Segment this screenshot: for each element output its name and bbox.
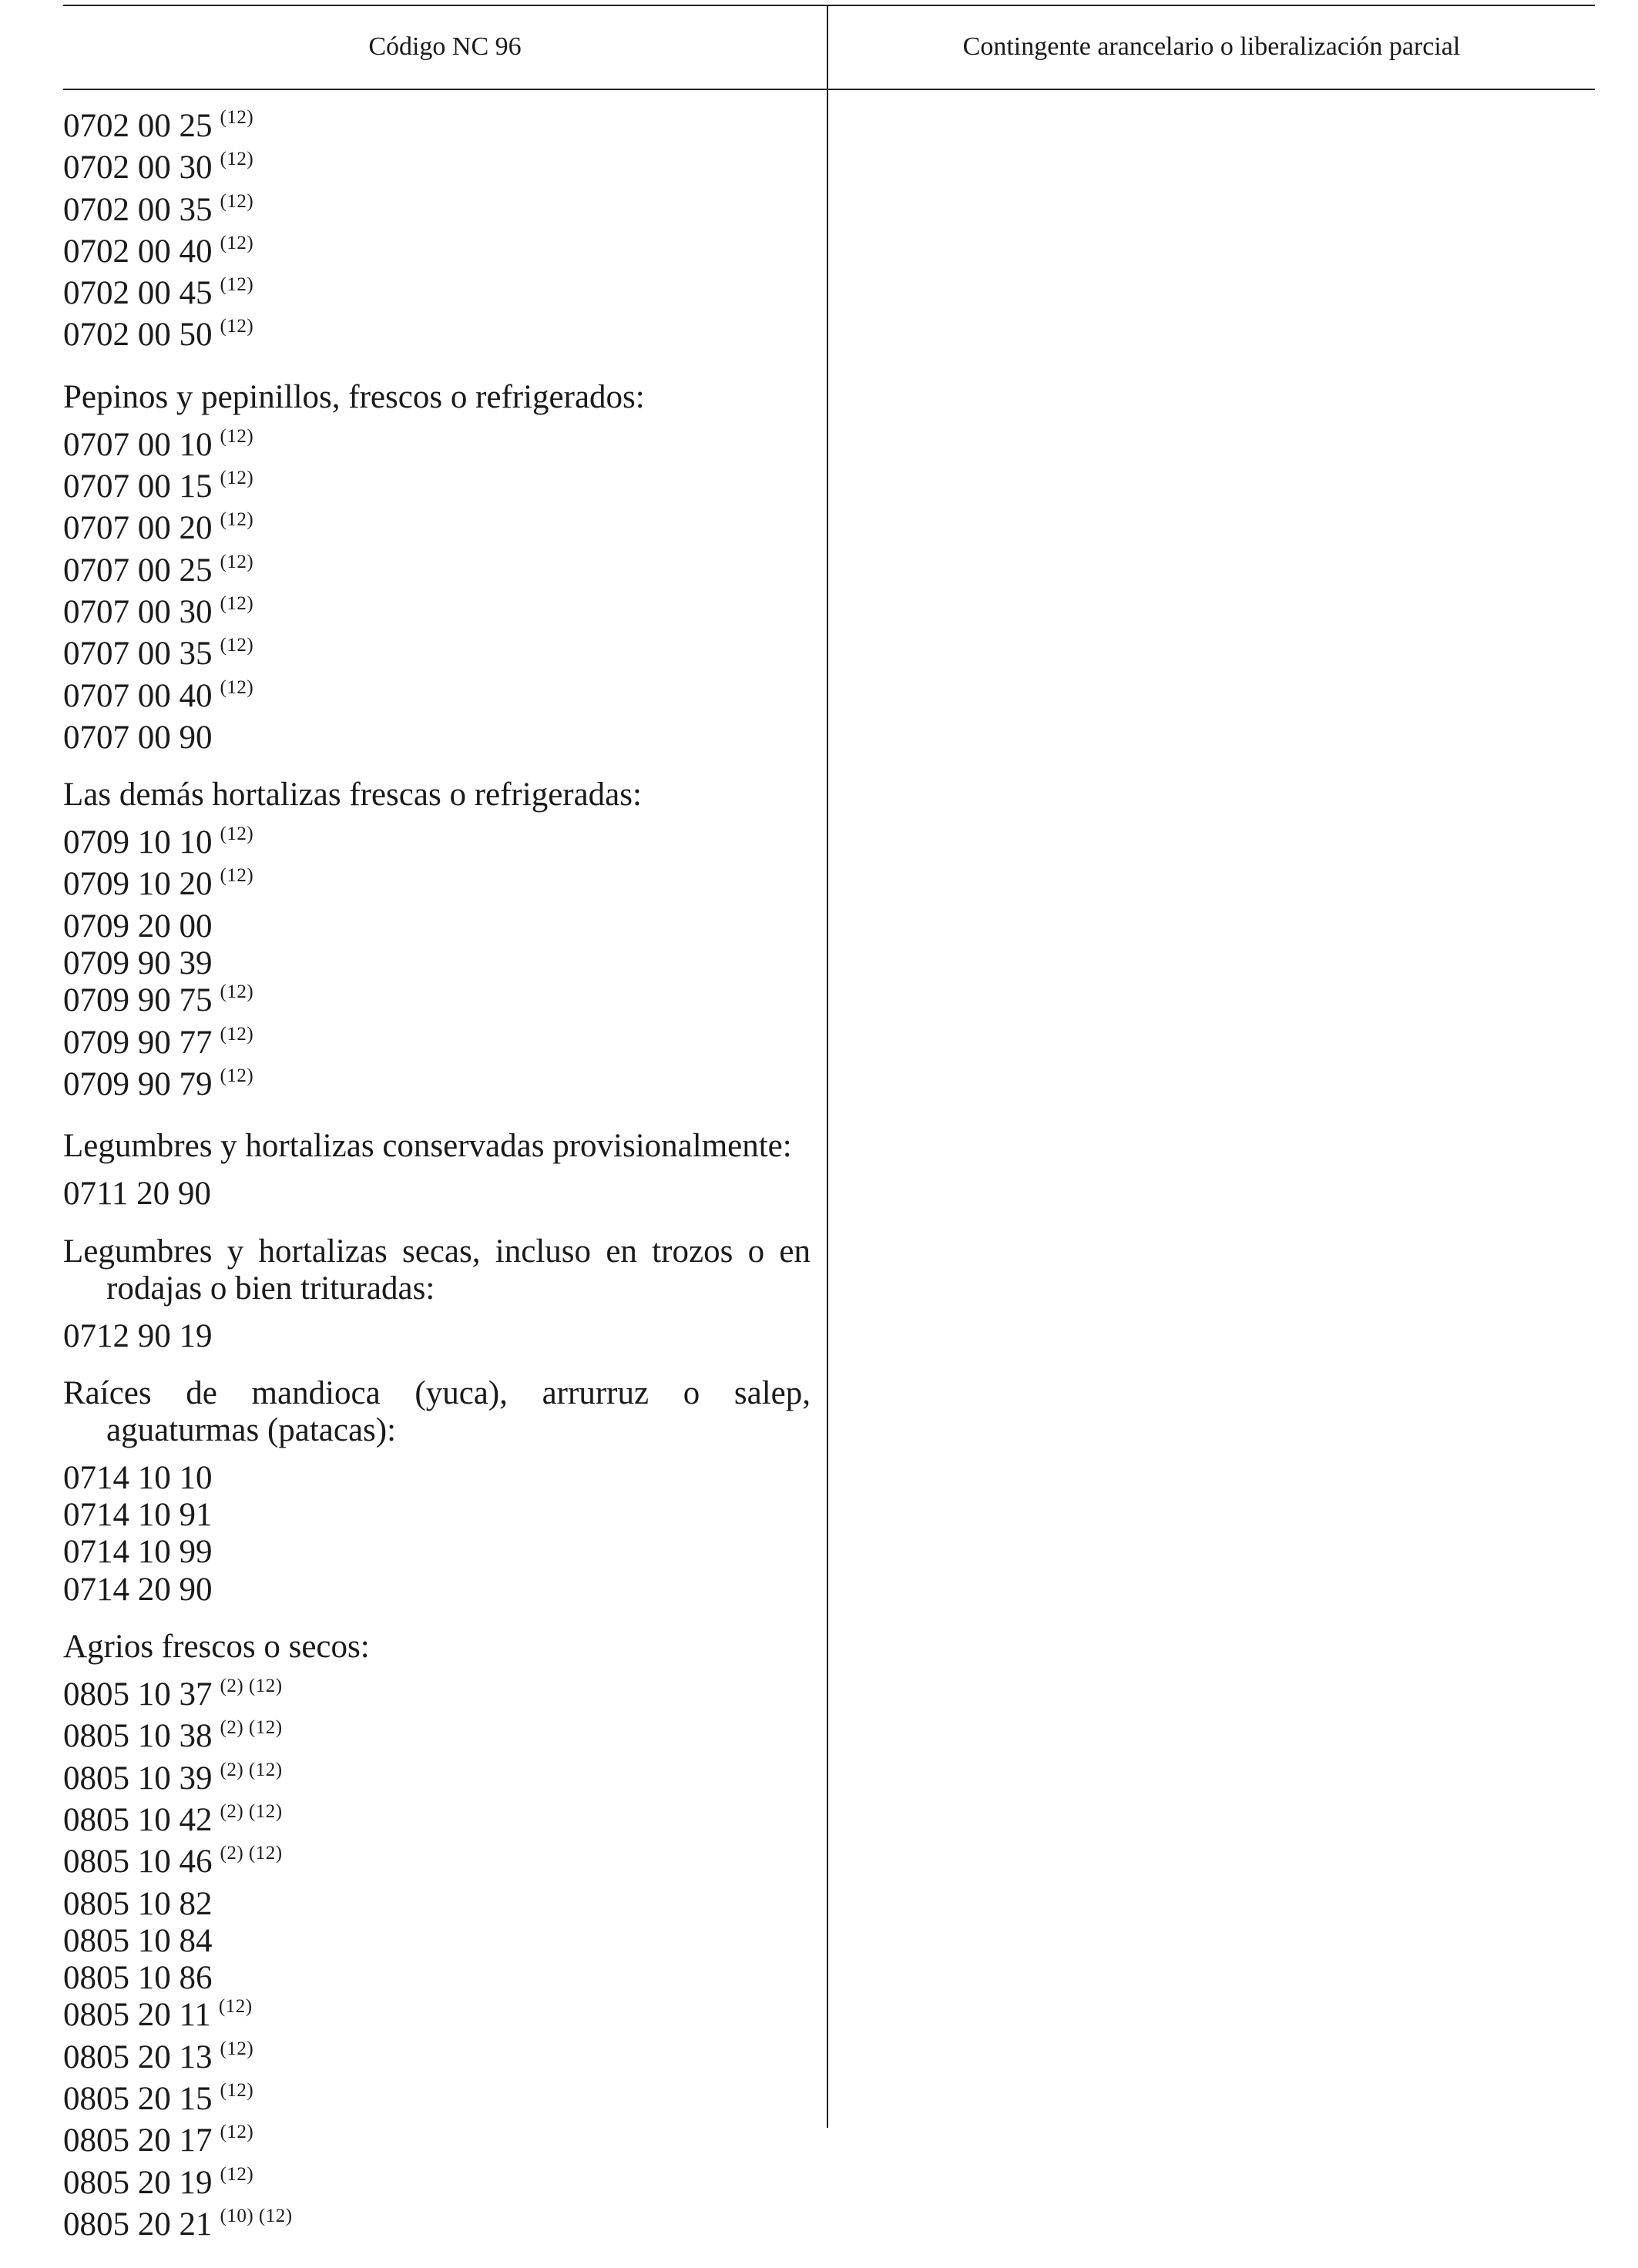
code-row xyxy=(63,720,811,757)
code-row xyxy=(63,824,811,866)
code-row xyxy=(63,1460,811,1497)
nc-code: 0805 20 11 xyxy=(63,1997,211,2034)
footnote-ref: (12) xyxy=(220,1023,254,1045)
nc-code: 0709 90 75 xyxy=(63,982,213,1019)
code-row xyxy=(63,108,811,149)
code-row xyxy=(63,2039,811,2081)
group-title: Agrios frescos o secos: xyxy=(63,1629,370,1666)
nc-code: 0714 20 90 xyxy=(63,1571,213,1608)
header-quota-column: Contingente arancelario o liberalización parcial xyxy=(962,32,1461,61)
code-row xyxy=(63,317,811,358)
nc-code: 0805 20 19 xyxy=(63,2164,213,2201)
footnote-ref: (12) xyxy=(220,107,254,128)
code-row xyxy=(63,636,811,677)
nc-code: 0707 00 25 xyxy=(63,552,213,589)
nc-code: 0805 10 38 xyxy=(63,1718,213,1755)
nc-code: 0707 00 90 xyxy=(63,719,213,756)
nc-code: 0702 00 40 xyxy=(63,233,213,270)
footnote-ref: (12) xyxy=(220,592,254,614)
footnote-ref: (2) (12) xyxy=(220,1759,283,1780)
code-row xyxy=(63,427,811,468)
footnote-ref: (12) xyxy=(220,316,254,337)
code-row xyxy=(63,275,811,317)
code-row xyxy=(63,1760,811,1802)
nc-code: 0805 10 82 xyxy=(63,1885,213,1922)
code-row xyxy=(63,1802,811,1844)
code-row xyxy=(63,2206,811,2248)
nc-code: 0709 90 79 xyxy=(63,1065,213,1102)
code-row xyxy=(63,2122,811,2164)
code-row xyxy=(63,1886,811,1923)
code-row xyxy=(63,552,811,594)
nc-code: 0805 10 46 xyxy=(63,1844,213,1880)
footnote-ref: (2) (12) xyxy=(220,1843,283,1864)
nc-code: 0702 00 45 xyxy=(63,275,213,312)
code-row xyxy=(63,1497,811,1534)
footnote-ref: (2) (12) xyxy=(220,1800,283,1822)
code-row xyxy=(63,2081,811,2122)
group-title: Las demás hortalizas frescas o refrigeradas: xyxy=(63,777,642,814)
nc-code: 0707 00 10 xyxy=(63,426,213,463)
footnote-ref: (12) xyxy=(220,635,254,656)
code-row xyxy=(63,510,811,552)
code-row xyxy=(63,1318,811,1355)
code-group xyxy=(63,1375,811,1609)
footnote-ref: (12) xyxy=(220,1065,254,1086)
footnote-ref: (12) xyxy=(220,824,254,845)
footnote-ref: (12) xyxy=(220,274,254,296)
nc-code: 0805 10 86 xyxy=(63,1960,213,1997)
code-row xyxy=(63,1923,811,1960)
code-row xyxy=(63,1066,811,1108)
footnote-ref: (12) xyxy=(220,2122,254,2143)
footnote-ref: (12) xyxy=(218,1996,253,2018)
code-row xyxy=(63,1534,811,1571)
code-row xyxy=(63,866,811,908)
code-row xyxy=(63,1025,811,1066)
code-row xyxy=(63,1718,811,1760)
group-title: Legumbres y hortalizas secas, incluso en trozos o en rodajas o bien trituradas: xyxy=(63,1233,811,1307)
footnote-ref: (12) xyxy=(220,190,254,212)
code-row xyxy=(63,149,811,191)
code-group xyxy=(63,1128,811,1213)
group-title: Legumbres y hortalizas conservadas provisionalmente: xyxy=(63,1128,792,1165)
code-row xyxy=(63,594,811,636)
code-group xyxy=(63,1629,811,2248)
nc-code: 0805 10 42 xyxy=(63,1801,213,1838)
code-row xyxy=(63,192,811,233)
code-row xyxy=(63,233,811,275)
header-code-column: Código NC 96 xyxy=(368,32,522,61)
nc-code: 0707 00 15 xyxy=(63,468,213,505)
nc-code: 0709 10 10 xyxy=(63,824,213,861)
nc-code: 0805 20 17 xyxy=(63,2122,213,2159)
footnote-ref: (12) xyxy=(220,551,254,572)
footnote-ref: (12) xyxy=(220,981,254,1003)
code-row xyxy=(63,945,811,982)
nc-code: 0707 00 20 xyxy=(63,510,213,547)
code-row xyxy=(63,1176,811,1213)
footnote-ref: (2) (12) xyxy=(220,1717,283,1739)
footnote-ref: (12) xyxy=(220,2163,254,2185)
nc-code: 0709 10 20 xyxy=(63,866,213,903)
code-row xyxy=(63,1960,811,1997)
footnote-ref: (2) (12) xyxy=(220,1676,283,1697)
code-row xyxy=(63,1997,811,2038)
code-row xyxy=(63,1844,811,1885)
code-group xyxy=(63,108,811,359)
nc-code: 0702 00 25 xyxy=(63,108,213,144)
nc-code: 0714 10 91 xyxy=(63,1497,213,1534)
nc-code: 0805 20 13 xyxy=(63,2038,213,2075)
code-row xyxy=(63,1572,811,1609)
nc-code: 0709 90 77 xyxy=(63,1024,213,1061)
code-row xyxy=(63,1676,811,1718)
code-row xyxy=(63,678,811,720)
footnote-ref: (12) xyxy=(220,425,254,447)
code-row xyxy=(63,982,811,1024)
footnote-ref: (12) xyxy=(220,865,254,887)
footnote-ref: (12) xyxy=(220,509,254,531)
nc-code: 0707 00 30 xyxy=(63,593,213,630)
nc-code: 0805 10 37 xyxy=(63,1676,213,1713)
footnote-ref: (12) xyxy=(220,149,254,170)
nc-code: 0702 00 30 xyxy=(63,149,213,186)
code-group xyxy=(63,777,811,1108)
footnote-ref: (10) (12) xyxy=(220,2205,293,2226)
nc-code: 0805 10 39 xyxy=(63,1760,213,1797)
code-row xyxy=(63,468,811,510)
footnote-ref: (12) xyxy=(220,2079,254,2101)
table-header-rule xyxy=(63,89,1595,90)
table-column-divider xyxy=(827,5,828,2128)
footnote-ref: (12) xyxy=(220,2038,254,2059)
code-group xyxy=(63,379,811,757)
footnote-ref: (12) xyxy=(220,232,254,253)
nc-code: 0805 10 84 xyxy=(63,1922,213,1959)
nc-code: 0805 20 21 xyxy=(63,2206,213,2243)
code-column xyxy=(63,108,811,2268)
nc-code: 0712 90 19 xyxy=(63,1317,213,1354)
nc-code: 0714 10 10 xyxy=(63,1459,213,1496)
footnote-ref: (12) xyxy=(220,468,254,489)
code-row xyxy=(63,908,811,945)
nc-code: 0711 20 90 xyxy=(63,1176,211,1213)
group-title: Raíces de mandioca (yuca), arrurruz o salep, aguaturmas (patacas): xyxy=(63,1374,811,1448)
nc-code: 0702 00 50 xyxy=(63,317,213,354)
nc-code: 0707 00 40 xyxy=(63,677,213,714)
nc-code: 0707 00 35 xyxy=(63,636,213,673)
code-row xyxy=(63,2165,811,2206)
code-group xyxy=(63,1233,811,1355)
nc-code: 0805 20 15 xyxy=(63,2080,213,2117)
nc-code: 0709 90 39 xyxy=(63,945,213,982)
footnote-ref: (12) xyxy=(220,676,254,698)
group-title: Pepinos y pepinillos, frescos o refrigerados: xyxy=(63,378,645,415)
nc-code: 0709 20 00 xyxy=(63,908,213,944)
nc-code: 0702 00 35 xyxy=(63,191,213,228)
nc-code: 0714 10 99 xyxy=(63,1534,213,1571)
